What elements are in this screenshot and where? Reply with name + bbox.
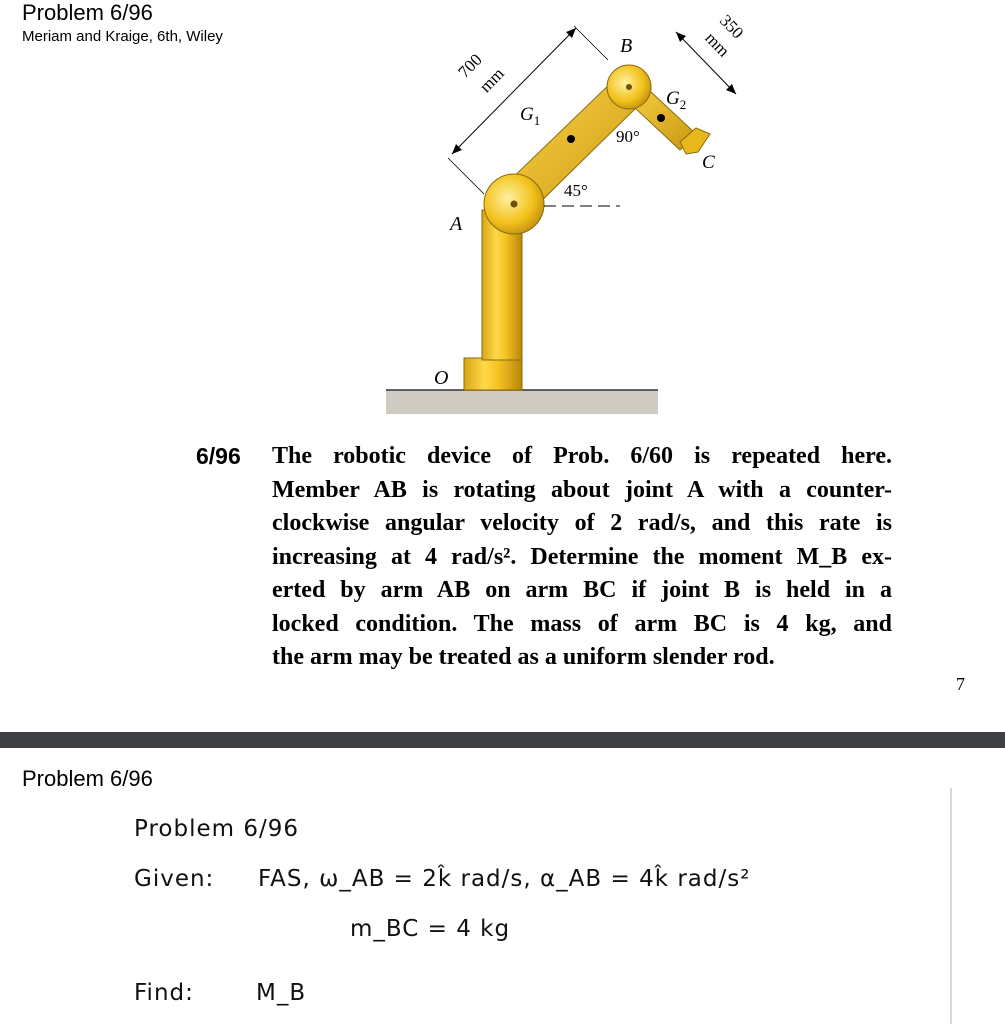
base-plate [464,358,522,390]
label-o: O [434,367,449,389]
problem-text [272,440,892,675]
page-divider [0,732,1005,748]
given-line-1: FAS, ω_AB = 2k̂ rad/s, α_AB = 4k̂ rad/s² [258,866,751,892]
problem-line: The robotic device of Prob. 6/60 is repeated here. [272,443,892,469]
notes-heading: Problem 6/96 [134,816,299,842]
label-g1: $G_1$ [520,104,541,128]
problem-line: Member AB is rotating about joint A with a counter- [272,476,892,503]
ext-line-a [448,158,484,194]
notes-page [0,748,1005,1024]
problem-line: locked condition. The mass of arm BC is 4 kg, and [272,610,892,637]
label-b: B [620,35,633,57]
given-prefix: Given: [134,866,215,892]
dim-ab-unit: mm [475,63,508,97]
problem-line: clockwise angular velocity of 2 rad/s, and this rate is [272,510,892,536]
problem-line: the arm may be treated as a uniform slender rod. [272,644,775,670]
dim-bc-value: 350 [715,10,748,43]
problem-number: 6/96 [196,443,241,469]
notes-page-title: Problem 6/96 [22,766,153,791]
label-a: A [450,213,463,235]
ext-line-b [574,26,608,60]
g1-point [567,135,575,143]
page-header-title: Problem 6/96 [22,0,153,25]
find-value: M_B [256,980,307,1006]
problem-line: increasing at 4 rad/s². Determine the moment M_B ex- [272,543,892,570]
label-c: C [702,152,715,173]
robot-arm-figure [380,8,790,428]
find-prefix: Find: [134,980,194,1006]
label-g2: $G_2$ [666,88,687,112]
problem-line: erted by arm AB on arm BC if joint B is held in a [272,577,892,603]
given-line-2: m_BC = 4 kg [350,916,511,942]
joint-b-pin [626,84,632,90]
angle-45-label: 45° [564,181,588,200]
scan-edge [950,788,952,1024]
ground [386,390,658,414]
dim-ab-value: 700 [454,50,486,82]
angle-90-label: 90° [616,127,640,146]
page-header-subtitle: Meriam and Kraige, 6th, Wiley [22,28,223,45]
joint-a-pin [511,201,518,208]
page-number: 7 [956,674,965,694]
g2-point [657,114,665,122]
dim-bc-unit: mm [701,28,734,61]
